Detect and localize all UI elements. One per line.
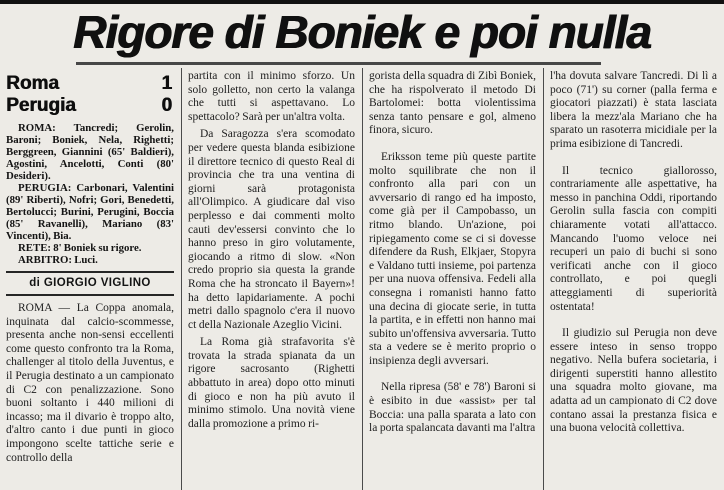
article-paragraph: gorista della squadra di Zibì Boniek, che ha rispolverato il metodo Di Bartolomei: botta violentissima senza tanto pensare e gol, almeno finora, sicuro. <box>369 70 536 137</box>
top-rule <box>0 0 724 4</box>
article-columns <box>0 68 724 490</box>
column-2 <box>181 68 362 490</box>
article-paragraph: Eriksson teme più queste partite molto squilibrate che non il confronto alla pari con un avversario di rango ed ha imposto, come già per il Campobasso, un ritmo blando. Un'azione, poi ripiegamento come se ci si dovesse difendere da Rush, Elkjaer, Stopyra e Valdano tutti insieme, poi partenza per una nuova offensiva. Fedeli alla consegna i romanisti hanno fatto una decina di giocate serie, in tutta la partita, e in effetti non hanno mai subito un'offensiva avversaria. Tutto sta a vedere se è merito proprio o insipienza degli avversari. <box>369 150 536 367</box>
article-paragraph: partita con il minimo sforzo. Un solo golletto, non certo la valanga che tutti si aspettavano. Lo spettacolo? Sarà per un'altra volta. <box>188 70 355 123</box>
article-paragraph: La Roma già strafavorita s'è trovata la strada spianata da un rigore sacrosanto (Righetti abbattuto in area) dopo otto minuti di gioco e non ha più avuto il minimo stimolo. Una novità viene dalla promozione a primo ri- <box>188 336 355 430</box>
away-team-name: Perugia <box>6 95 76 116</box>
article-paragraph: ROMA — La Coppa anomala, inquinata dal calcio-scommesse, presenta anche non-sensi eccellenti come questo confronto tra la Roma, challenger al titolo della Juventus, e il Perugia destinato a un campionato di C2 con penalizzazione. Sono buoni soltanto i 440 milioni di incasso; ma il divario è troppo alto, d'altro canto i due punti in gioco impongono scelte tattiche serie e controllo della <box>6 302 174 464</box>
score-row-away <box>6 95 172 117</box>
lineup-roma: ROMA: Tancredi; Gerolin, Baroni; Boniek, Nela, Righetti; Berggreen, Giannini (65' Baldieri), Agostini, Ancelotti, Conti (80' Desideri). <box>6 122 174 182</box>
column-1 <box>0 68 181 490</box>
column-3 <box>362 68 543 490</box>
referee: ARBITRO: Luci. <box>18 254 98 266</box>
lineup-perugia: PERUGIA: Carbonari, Valentini (89' Riberti), Nofri; Gori, Benedetti, Bertolucci; Burini, Perugini, Boccia (85' Ravanelli), Mariano (83' Vincenti), Bia. <box>6 182 174 242</box>
article-paragraph: Da Saragozza s'era scomodato per vedere questa blanda esibizione il direttore tecnico di questo Real di provincia che tra una ventina di giorni sarà protagonista all'Olimpico. A giudicare dal viso perplesso e dai commenti molto cauti dev'essersi convinto che lo hanno preso in giro volutamente, giocando a ritmo di slow. «Non credo proprio sia questa la grande Roma che ha stroncato il Bayern»! ha detto lapidariamente. A pochi metri dallo spagnolo c'era il nuovo ct della Nazionale Azeglio Vicini. <box>188 128 355 331</box>
headline-underline <box>76 62 601 65</box>
article-paragraph: Nella ripresa (58' e 78') Baroni si è esibito in due «assist» per tal Boccia: una palla sparata a lato con la porta spalancata davanti ma l'altra <box>369 381 536 435</box>
goal-scorers: RETE: 8' Boniek su rigore. <box>18 242 142 254</box>
away-team-score: 0 <box>161 95 172 116</box>
scoreboard <box>6 73 172 117</box>
score-row-home <box>6 73 172 95</box>
headline: Rigore di Boniek e poi nulla <box>73 6 651 58</box>
article-paragraph: Il giudizio sul Perugia non deve essere inteso in senso troppo negativo. Nella bufera societaria, i dirigenti superstiti hanno allestito una squadra molto giovane, ma adatta ad un campionato di C2 dove contano assai la prestanza fisica e una buona velocità collettiva. <box>550 327 717 435</box>
home-team-score: 1 <box>161 73 172 94</box>
byline-rule-bottom <box>6 294 174 296</box>
article-paragraph: Il tecnico giallorosso, contrariamente alle aspettative, ha messo in panchina Oddi, riportando Gerolin sulla fascia con compiti chiaramente votati all'attacco. Mancando l'uomo veloce nei recuperi un paio di buchi si sono verificati anche con il gioco controllato, e poi quegli atteggiamenti di superiorità ostentata! <box>550 164 717 313</box>
byline: di GIORGIO VIGLINO <box>29 277 151 289</box>
home-team-name: Roma <box>6 73 59 94</box>
article-paragraph: l'ha dovuta salvare Tancredi. Di lì a poco (71') su corner (palla ferma e giocatori piazzati) è stata lasciata libera la mezz'ala Mariano che ha sparato un rasoterra micidiale per la prima esibizione di Tancredi. <box>550 70 717 150</box>
column-4 <box>543 68 724 490</box>
